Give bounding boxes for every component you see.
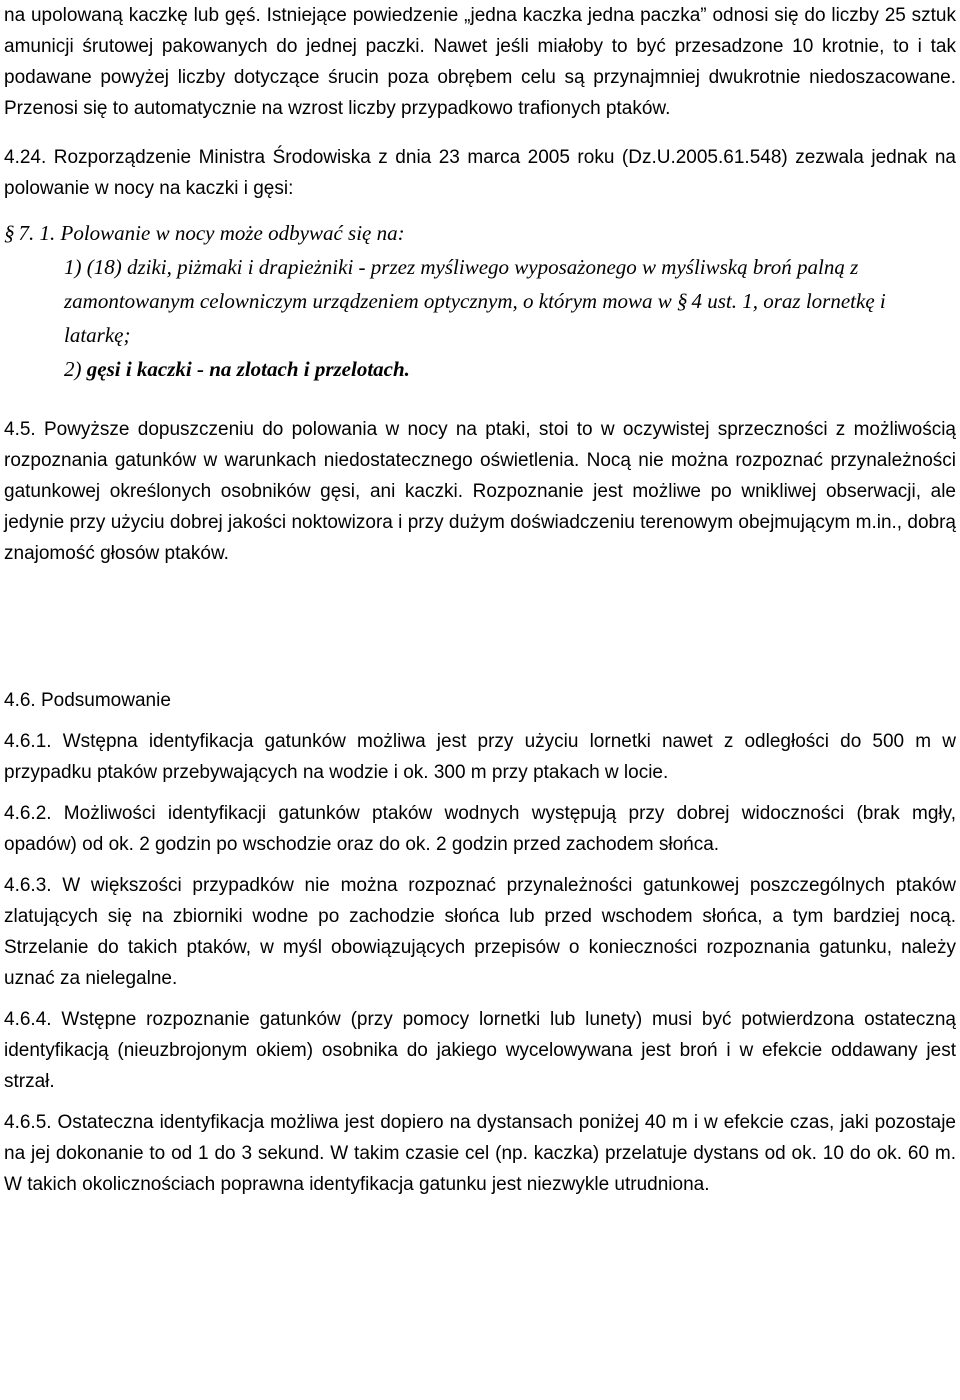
law-item-2-text: gęsi i kaczki - na zlotach i przelotach. <box>86 357 410 381</box>
document-page <box>4 0 956 1200</box>
law-item-2-num: 2) <box>64 357 87 381</box>
heading-4-6: 4.6. Podsumowanie <box>4 690 171 711</box>
paragraph-4-6-5: 4.6.5. Ostateczna identyfikacja możliwa jest dopiero na dystansach poniżej 40 m i w efekcie czas, jaki pozostaje na jej dokonanie to od 1 do 3 sekund. W takim czasie cel (np. kaczka) przelatuje dystans od ok. 10 do ok. 60 m. W takich okolicznościach poprawna identyfikacja gatunku jest niezwykle utrudniona. <box>4 1112 956 1195</box>
paragraph-4-6-3: 4.6.3. W większości przypadków nie można rozpoznać przynależności gatunkowej poszczególnych ptaków zlatujących się na zbiorniki wodne po zachodzie słońca lub przed wschodem słońca, a tym bardziej nocą. Strzelanie do takich ptaków, w myśl obowiązujących przepisów o konieczności rozpoznania gatunku, należy uznać za nielegalne. <box>4 875 956 989</box>
paragraph-4-6-2: 4.6.2. Możliwości identyfikacji gatunków ptaków wodnych występują przy dobrej widoczności (brak mgły, opadów) od ok. 2 godzin po wschodzie oraz do ok. 2 godzin przed zachodem słońca. <box>4 803 956 855</box>
paragraph-intro: na upolowaną kaczkę lub gęś. Istniejące powiedzenie „jedna kaczka jedna paczka” odnosi się do liczby 25 sztuk amunicji śrutowej pakowanych do jednej paczki. Nawet jeśli miałoby to być przesadzone 10 krotnie, to i tak podawane powyżej liczby dotyczące śrucin poza obrębem celu są przynajmniej dwukrotnie niedoszacowane. Przenosi się to automatycznie na wzrost liczby przypadkowo trafionych ptaków. <box>4 5 956 119</box>
law-head-text: 7. 1. Polowanie w nocy może odbywać się na: <box>18 221 405 245</box>
law-item-1-text: 1) (18) dziki, piżmaki i drapieżniki - przez myśliwego wyposażonego w myśliwską broń palną z zamontowanym celowniczym urządzeniem optycznym, o którym mowa w <box>64 255 859 313</box>
section-sign-inline: § <box>677 289 688 313</box>
law-head <box>4 216 956 250</box>
paragraph-4-6-1: 4.6.1. Wstępna identyfikacja gatunków możliwa jest przy użyciu lornetki nawet z odległości do 500 m w przypadku ptaków przebywających na wodzie i ok. 300 m przy ptakach w locie. <box>4 731 956 783</box>
law-item-1 <box>4 250 956 352</box>
paragraph-4-24: 4.24. Rozporządzenie Ministra Środowiska z dnia 23 marca 2005 roku (Dz.U.2005.61.548) zezwala jednak na polowanie w nocy na kaczki i gęsi: <box>4 147 956 199</box>
paragraph-4-5: 4.5. Powyższe dopuszczeniu do polowania w nocy na ptaki, stoi to w oczywistej sprzeczności z możliwością rozpoznania gatunków w warunkach niedostatecznego oświetlenia. Nocą nie można rozpoznać przynależności gatunkowej określonych osobników gęsi, ani kaczki. Rozpoznanie jest możliwe po wnikliwej obserwacji, ale jedynie przy użyciu dobrej jakości noktowizora i przy dużym doświadczeniu terenowym obejmującym m.in., dobrą znajomość głosów ptaków. <box>4 419 956 564</box>
paragraph-4-6-4: 4.6.4. Wstępne rozpoznanie gatunków (przy pomocy lornetki lub lunety) musi być potwierdzona ostateczną identyfikacją (nieuzbrojonym okiem) osobnika do jakiego wycelowywana jest broń i w efekcie oddawany jest strzał. <box>4 1009 956 1092</box>
law-item-2 <box>4 352 956 386</box>
law-item-1-ref: 4 ust. 1, oraz lornetkę i latarkę; <box>64 289 886 347</box>
section-sign: § <box>4 221 15 245</box>
law-quote <box>4 216 956 386</box>
